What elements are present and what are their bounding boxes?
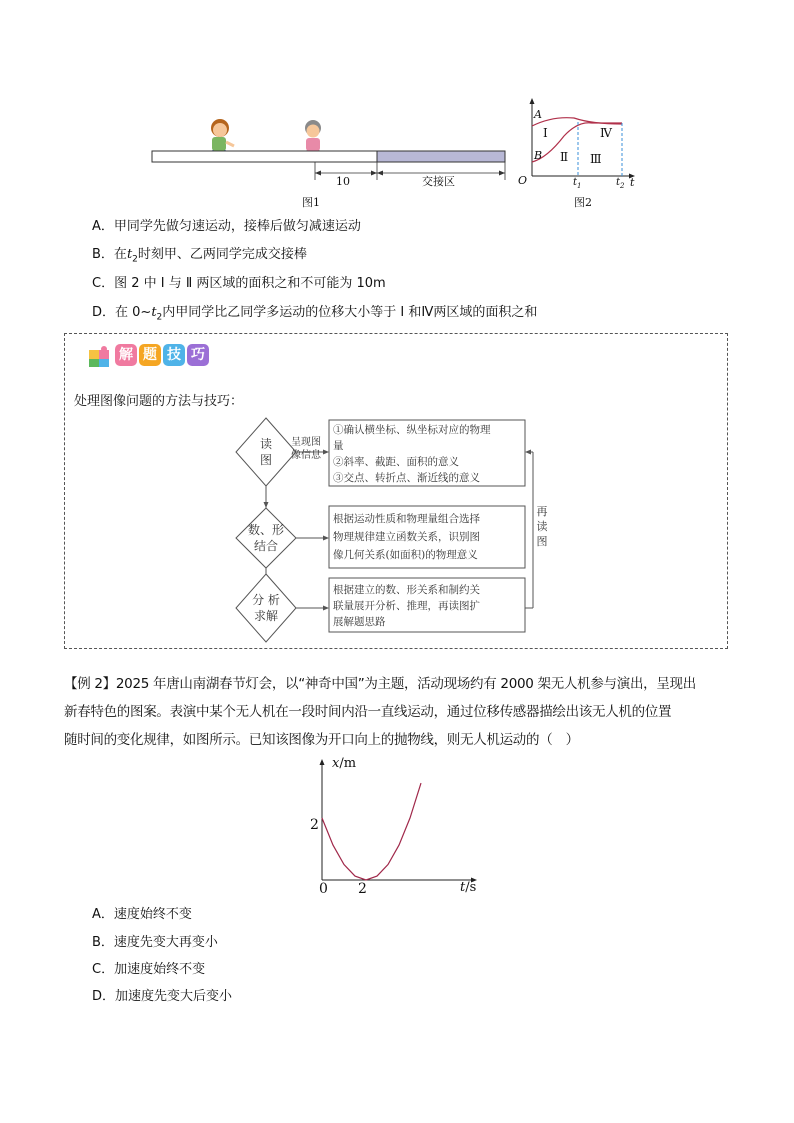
parabola-curve [322, 783, 421, 880]
y-axis-label [332, 756, 356, 771]
option-letter: C． [92, 276, 115, 291]
option-letter: A． [92, 219, 114, 234]
box-line: 量 [333, 440, 344, 452]
badge-char-ti: 题 [139, 344, 161, 366]
diamond-analyze-line: 求解 [253, 609, 278, 623]
tips-title: 处理图像问题的方法与技巧： [74, 394, 244, 409]
y-axis-arrow [320, 759, 325, 765]
option-letter: B． [92, 935, 114, 950]
box-line: ②斜率、截距、面积的意义 [333, 456, 459, 468]
side-label-line: 呈现图 [291, 437, 321, 448]
reread-char: 图 [536, 535, 548, 548]
option-sub: 2 [132, 254, 138, 265]
diamond-combine-line: 数、形 [247, 523, 284, 537]
option-text: 速度始终不变 [113, 907, 192, 922]
option-letter: D． [92, 305, 116, 320]
diamond-read-line: 读 [259, 437, 272, 451]
label-A: A [534, 108, 542, 121]
box-line: 联量展开分析、推理，再读图扩 [333, 600, 480, 612]
figure-1-caption: 图1 [302, 196, 320, 209]
option-letter: B． [92, 247, 114, 262]
option-text-pre: 在 [113, 247, 127, 262]
reread-label [535, 504, 549, 549]
box-combine-steps [333, 510, 480, 564]
x-axis-var: t [460, 880, 466, 895]
badge-char-jie: 解 [115, 344, 137, 366]
diamond-combine-label [244, 522, 288, 554]
q2-option-b [92, 934, 218, 952]
axis-label-t: t [630, 176, 635, 189]
box-line: 物理规律建立函数关系，识别图 [333, 531, 480, 543]
y-axis-unit: /m [339, 756, 357, 771]
side-label-line: 像信息 [291, 450, 321, 461]
label-O: O [518, 174, 528, 187]
x-tick-2: 2 [358, 881, 367, 897]
badge-char-qiao: 巧 [187, 344, 209, 366]
q1-option-b [92, 246, 307, 269]
q1-option-a [92, 218, 361, 236]
figure-1 [140, 112, 520, 212]
box-line: 根据建立的数、形关系和制约关 [333, 584, 480, 596]
y-axis-var: x [332, 756, 340, 771]
diamond-read-label [255, 436, 277, 468]
box-line: 根据运动性质和物理量组合选择 [333, 513, 480, 525]
tick-t1: $t_1$ [573, 177, 582, 190]
option-text: 图 2 中 Ⅰ 与 Ⅱ 两区域的面积之和不可能为 10m [114, 276, 386, 291]
option-letter: C． [92, 962, 115, 977]
diamond-analyze-label [244, 592, 288, 624]
q2-option-c [92, 961, 205, 979]
region-IV: Ⅳ [600, 126, 612, 140]
box-line: 像几何关系(如面积)的物理意义 [333, 549, 478, 561]
diamond-combine-line: 结合 [253, 539, 278, 553]
x-axis-unit: /s [465, 880, 477, 895]
option-text: 速度先变大再变小 [113, 935, 218, 950]
example-2-text [64, 670, 744, 754]
tips-badge [87, 344, 211, 368]
figure-1-drawing [140, 112, 520, 212]
figure-2-caption: 图2 [574, 196, 592, 209]
option-text: 加速度先变大后变小 [115, 989, 233, 1004]
region-II: Ⅱ [560, 150, 569, 164]
x-axis-label [460, 880, 476, 895]
diamond-read-line: 图 [259, 453, 272, 467]
option-text: 加速度始终不变 [114, 962, 206, 977]
option-text: 甲同学先做匀速运动，接棒后做匀减速运动 [113, 219, 361, 234]
q1-option-c [92, 275, 386, 293]
example-2-line: 新春特色的图案。表演中某个无人机在一段时间内沿一直线运动，通过位移传感器描绘出该无人机的位置 [64, 704, 672, 720]
diamond-analyze-line: 分 析 [252, 593, 280, 607]
option-sub: 2 [156, 312, 163, 323]
reread-char: 再 [536, 505, 548, 518]
option-text-pre: 在 0~ [115, 305, 152, 320]
box-line: 展解题思路 [333, 616, 386, 628]
q1-option-d [92, 304, 537, 327]
problem-solving-tips-box [64, 333, 728, 649]
puzzle-icon [87, 344, 113, 368]
option-text-post: 时刻甲、乙两同学完成交接棒 [137, 247, 307, 262]
box-analyze-steps [333, 582, 480, 630]
figure-2 [512, 96, 647, 212]
option-letter: D． [92, 989, 116, 1004]
graph-drawing [300, 756, 490, 896]
tick-t2: $t_2$ [616, 177, 625, 190]
option-var: t [126, 247, 133, 262]
region-I: Ⅰ [543, 126, 548, 140]
badge-char-ji: 技 [163, 344, 185, 366]
option-letter: A． [92, 907, 114, 922]
box-line: ③交点、转折点、渐近线的意义 [333, 472, 480, 484]
box-read-steps [333, 422, 491, 486]
example-2-line: 随时间的变化规律，如图所示。已知该图像为开口向上的抛物线，则无人机运动的（ ） [64, 732, 579, 748]
option-text-post: 内甲同学比乙同学多运动的位移大小等于 Ⅰ 和Ⅳ两区域的面积之和 [162, 305, 538, 320]
position-time-graph [300, 756, 490, 896]
handover-zone-label: 交接区 [422, 175, 455, 188]
label-B: B [534, 149, 543, 162]
distance-label: 10 [336, 175, 350, 188]
origin-label: 0 [319, 881, 328, 897]
box-line: ①确认横坐标、纵坐标对应的物理 [333, 424, 491, 436]
q2-option-d [92, 988, 232, 1006]
q2-option-a [92, 906, 192, 924]
reread-char: 读 [536, 520, 548, 533]
region-III: Ⅲ [590, 152, 602, 166]
y-tick-2: 2 [310, 817, 319, 833]
option-var: t [151, 305, 157, 320]
side-label-present-info [291, 436, 321, 462]
example-2-line: 【例 2】2025 年唐山南湖春节灯会，以“神奇中国”为主题，活动现场约有 2000 架无人机参与演出，呈现出 [64, 676, 696, 692]
